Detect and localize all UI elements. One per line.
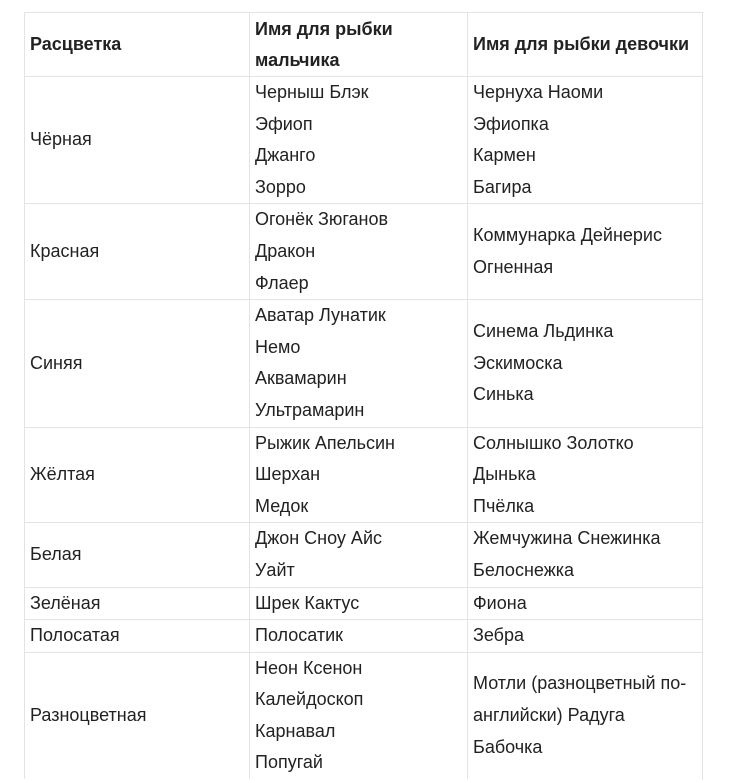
header-boy-line: Имя для рыбки xyxy=(255,18,393,39)
boy-name: Карнавал xyxy=(255,720,336,741)
boy-name: Рыжик Апельсин xyxy=(255,432,395,453)
boy-names-cell xyxy=(250,587,468,620)
boy-name: Аватар Лунатик xyxy=(255,305,386,326)
color-cell: Разноцветная xyxy=(25,652,250,779)
table-row xyxy=(25,620,703,653)
girl-names-cell xyxy=(468,427,703,523)
table-row xyxy=(25,77,703,204)
table-row xyxy=(25,427,703,523)
girl-name: Кармен xyxy=(473,145,536,166)
boy-names-cell xyxy=(250,652,468,779)
boy-name: Шрек Кактус xyxy=(255,592,360,613)
table-row xyxy=(25,204,703,300)
table-row xyxy=(25,587,703,620)
color-cell: Синяя xyxy=(25,300,250,427)
boy-name: Эфиоп xyxy=(255,113,313,134)
girl-names-cell xyxy=(468,523,703,587)
boy-name: Черныш Блэк xyxy=(255,82,369,102)
girl-name: Мотли (разноцветный по- xyxy=(473,673,687,694)
girl-name: английски) Радуга xyxy=(473,705,625,726)
boy-name: Уайт xyxy=(255,559,295,580)
boy-name: Флаер xyxy=(255,272,309,293)
boy-name: Шерхан xyxy=(255,464,321,485)
girl-names-cell xyxy=(468,620,703,653)
girl-name: Фиона xyxy=(473,592,527,613)
color-cell: Жёлтая xyxy=(25,427,250,523)
girl-name: Пчёлка xyxy=(473,495,535,516)
boy-name: Джанго xyxy=(255,145,316,166)
girl-name: Эскимоска xyxy=(473,352,563,373)
girl-name: Чернуха Наоми xyxy=(473,82,604,102)
boy-names-cell xyxy=(250,77,468,204)
boy-names-cell xyxy=(250,523,468,587)
table-row xyxy=(25,523,703,587)
header-girl-name: Имя для рыбки девочки xyxy=(468,13,703,77)
header-color: Расцветка xyxy=(25,13,250,77)
header-boy-name xyxy=(250,13,468,77)
boy-name: Неон Ксенон xyxy=(255,657,363,678)
table-header-row xyxy=(25,13,703,77)
color-cell: Красная xyxy=(25,204,250,300)
boy-name: Медок xyxy=(255,495,309,516)
girl-name: Зебра xyxy=(473,625,525,646)
boy-name: Немо xyxy=(255,336,301,357)
table-row xyxy=(25,652,703,779)
boy-name: Огонёк Зюганов xyxy=(255,209,389,230)
boy-names-cell xyxy=(250,427,468,523)
boy-name: Зорро xyxy=(255,176,306,197)
girl-name: Бабочка xyxy=(473,736,543,757)
color-cell: Зелёная xyxy=(25,587,250,620)
color-cell: Белая xyxy=(25,523,250,587)
girl-name: Жемчужина Снежинка xyxy=(473,528,661,549)
girl-name: Синема Льдинка xyxy=(473,320,614,341)
boy-name: Дракон xyxy=(255,240,316,261)
girl-names-cell xyxy=(468,300,703,427)
table-body xyxy=(25,77,703,780)
boy-names-cell xyxy=(250,620,468,653)
girl-name: Дынька xyxy=(473,464,536,485)
boy-name: Попугай xyxy=(255,752,323,773)
girl-name: Солнышко Золотко xyxy=(473,432,634,453)
fish-names-table xyxy=(24,12,703,780)
boy-name: Ультрамарин xyxy=(255,399,365,420)
color-cell: Чёрная xyxy=(25,77,250,204)
girl-name: Багира xyxy=(473,176,532,197)
girl-name: Эфиопка xyxy=(473,113,549,134)
girl-names-cell xyxy=(468,652,703,779)
boy-names-cell xyxy=(250,204,468,300)
color-cell: Полосатая xyxy=(25,620,250,653)
girl-name: Огненная xyxy=(473,256,554,277)
girl-names-cell xyxy=(468,204,703,300)
girl-name: Коммунарка Дейнерис xyxy=(473,225,662,246)
boy-name: Калейдоскоп xyxy=(255,689,364,710)
girl-name: Белоснежка xyxy=(473,559,575,580)
boy-name: Аквамарин xyxy=(255,368,347,389)
girl-names-cell xyxy=(468,77,703,204)
header-boy-line: мальчика xyxy=(255,49,340,70)
boy-name: Полосатик xyxy=(255,625,344,646)
boy-name: Джон Сноу Айс xyxy=(255,528,382,549)
girl-names-cell xyxy=(468,587,703,620)
table-row xyxy=(25,300,703,427)
boy-names-cell xyxy=(250,300,468,427)
girl-name: Синька xyxy=(473,384,534,405)
